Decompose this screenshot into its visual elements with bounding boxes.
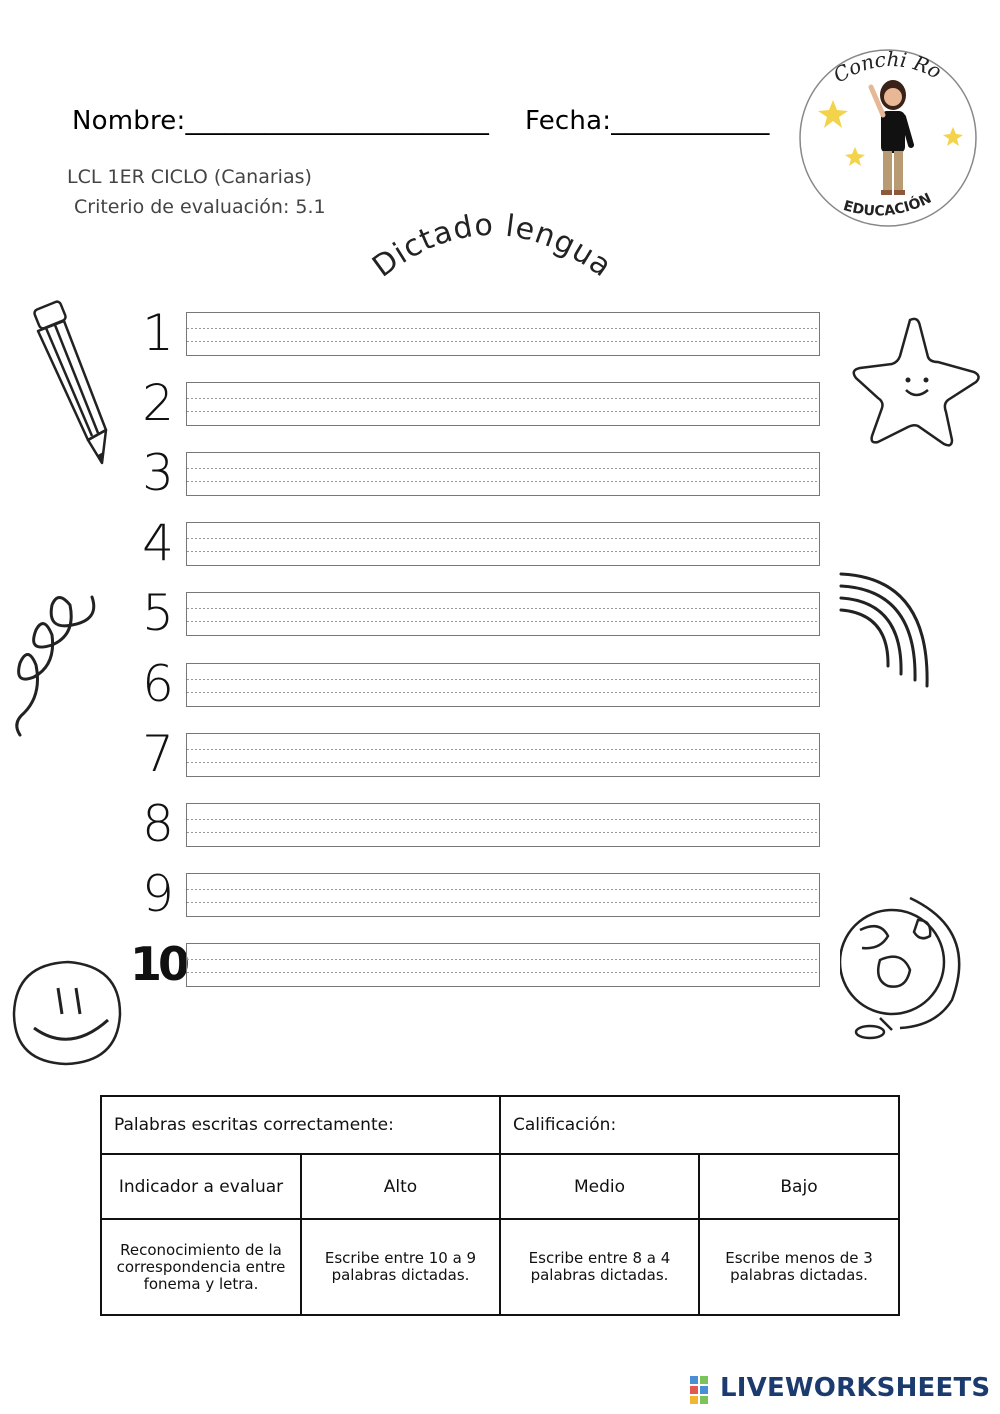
rainbow-icon: [835, 568, 935, 693]
row-number: 6: [142, 655, 174, 713]
date-field[interactable]: Fecha:____________: [525, 106, 770, 136]
pencil-icon: [28, 295, 113, 470]
worksheet-title-text: Dictado lengua: [366, 207, 619, 285]
row-number: 4: [142, 514, 174, 572]
writing-line[interactable]: [186, 663, 820, 707]
row-number: 5: [142, 584, 174, 642]
header-indicator: Indicador a evaluar: [101, 1154, 301, 1219]
header-low: Bajo: [699, 1154, 899, 1219]
level-high-description: Escribe entre 10 a 9 palabras dictadas.: [301, 1219, 500, 1315]
indicator-description: Reconocimiento de la correspondencia entre fonema y letra.: [101, 1219, 301, 1315]
writing-line[interactable]: [186, 873, 820, 917]
writing-line[interactable]: [186, 733, 820, 777]
writing-line[interactable]: [186, 452, 820, 496]
row-number: 9: [142, 865, 174, 923]
svg-text:Dictado lengua: [366, 208, 618, 285]
header-medium: Medio: [500, 1154, 699, 1219]
subject-line: LCL 1ER CICLO (Canarias): [67, 166, 312, 188]
svg-text:Conchi Ro: Conchi Ro: [829, 47, 946, 88]
row-number: 10: [129, 937, 186, 991]
words-correct-cell[interactable]: Palabras escritas correctamente:: [101, 1096, 500, 1154]
grade-cell[interactable]: Calificación:: [500, 1096, 899, 1154]
worksheet-title: [360, 200, 620, 290]
writing-line[interactable]: [186, 803, 820, 847]
row-number: 3: [142, 444, 174, 502]
level-medium-description: Escribe entre 8 a 4 palabras dictadas.: [500, 1219, 699, 1315]
row-number: 1: [142, 304, 174, 362]
writing-line[interactable]: [186, 382, 820, 426]
svg-text:EDUCACIÓN: EDUCACIÓN: [841, 190, 935, 220]
writing-line[interactable]: [186, 592, 820, 636]
writing-line[interactable]: [186, 312, 820, 356]
globe-icon: [840, 890, 970, 1040]
row-number: 2: [142, 374, 174, 432]
conchi-ro-logo: [793, 45, 983, 230]
header-high: Alto: [301, 1154, 500, 1219]
star-icon: [848, 312, 986, 450]
writing-line[interactable]: [186, 943, 820, 987]
row-number: 7: [142, 725, 174, 783]
smiley-face-icon: [10, 958, 125, 1068]
name-field[interactable]: Nombre:_______________________: [72, 106, 490, 136]
brand-name: LIVEWORKSHEETS: [720, 1373, 991, 1403]
evaluation-rubric-table: [100, 1095, 900, 1316]
liveworksheets-icon: [690, 1376, 718, 1404]
level-low-description: Escribe menos de 3 palabras dictadas.: [699, 1219, 899, 1315]
row-number: 8: [142, 795, 174, 853]
spiral-doodle-icon: [12, 585, 102, 745]
criterion-line: Criterio de evaluación: 5.1: [74, 196, 326, 218]
writing-line[interactable]: [186, 522, 820, 566]
